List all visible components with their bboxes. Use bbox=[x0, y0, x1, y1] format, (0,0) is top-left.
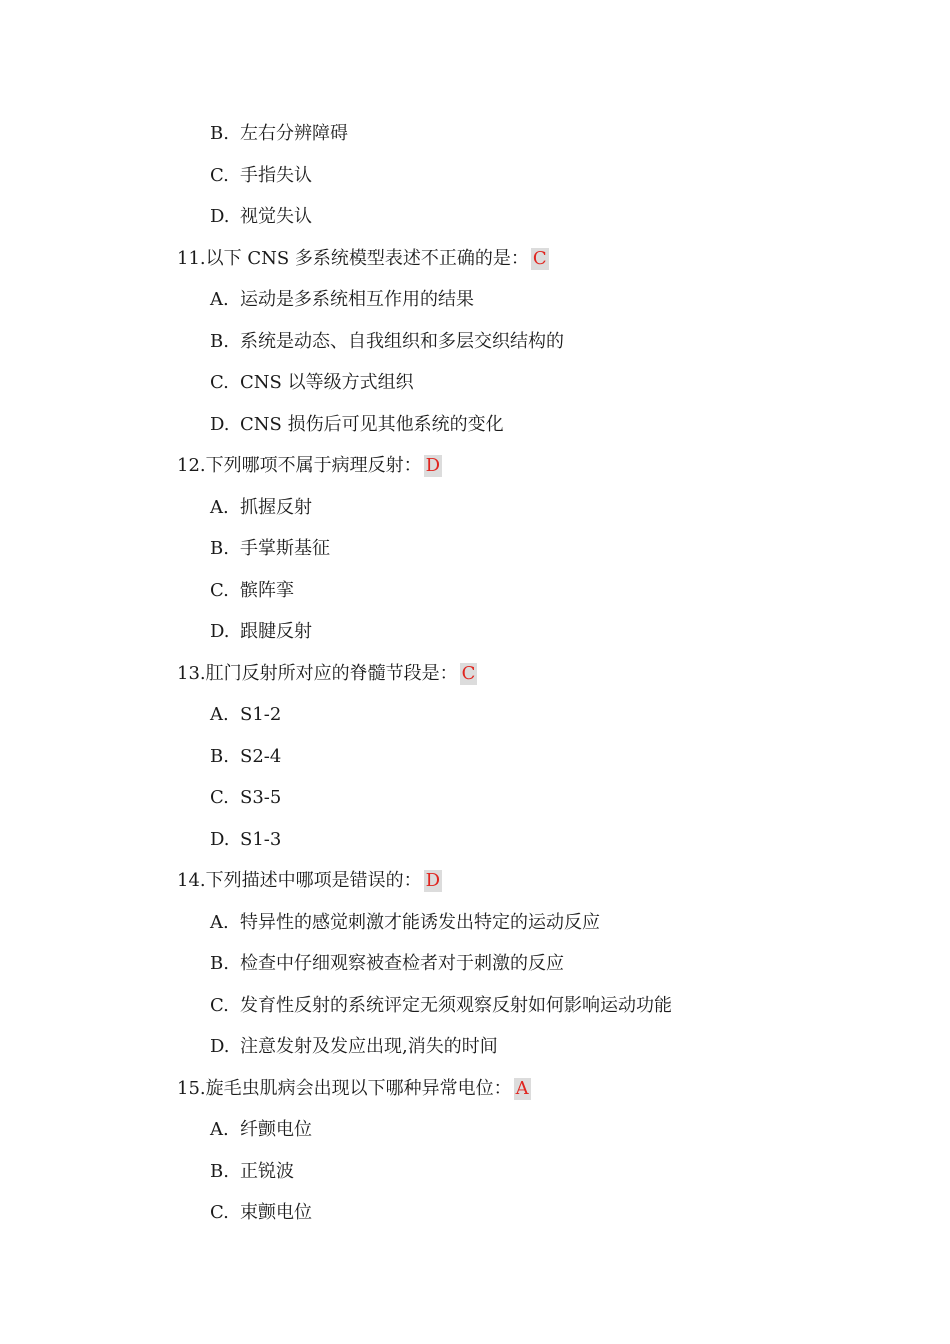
option-line bbox=[210, 404, 504, 446]
option-text: CNS 损伤后可见其他系统的变化 bbox=[240, 414, 504, 435]
option-line bbox=[210, 1026, 498, 1068]
option-letter: C. bbox=[210, 580, 229, 601]
question-text: 11.以下 CNS 多系统模型表述不正确的是： bbox=[177, 248, 529, 269]
option-text: 注意发射及发应出现,消失的时间 bbox=[240, 1036, 498, 1057]
option-letter: D. bbox=[210, 1036, 230, 1057]
question-line bbox=[177, 445, 442, 487]
option-line bbox=[210, 321, 564, 363]
option-line bbox=[210, 196, 312, 238]
option-line bbox=[210, 777, 281, 819]
option-letter: D. bbox=[210, 206, 230, 227]
option-line bbox=[210, 1109, 312, 1151]
option-text: 发育性反射的系统评定无须观察反射如何影响运动功能 bbox=[240, 995, 672, 1016]
option-text: S3-5 bbox=[240, 787, 282, 808]
option-line bbox=[210, 570, 294, 612]
option-line bbox=[210, 943, 564, 985]
option-letter: D. bbox=[210, 829, 230, 850]
answer-marker: D bbox=[425, 870, 441, 891]
question-text: 14.下列描述中哪项是错误的： bbox=[177, 870, 422, 891]
option-letter: A. bbox=[210, 912, 229, 933]
answer-marker: A bbox=[515, 1078, 529, 1099]
option-line bbox=[210, 611, 312, 653]
option-text: S2-4 bbox=[240, 746, 282, 767]
option-line bbox=[210, 155, 312, 197]
option-letter: B. bbox=[210, 1161, 229, 1182]
option-text: 左右分辨障碍 bbox=[240, 123, 348, 144]
option-text: 视觉失认 bbox=[240, 206, 312, 227]
option-line bbox=[210, 819, 281, 861]
option-letter: A. bbox=[210, 497, 229, 518]
option-text: 纤颤电位 bbox=[240, 1119, 312, 1140]
option-line bbox=[210, 985, 672, 1027]
option-line bbox=[210, 279, 474, 321]
option-text: 系统是动态、自我组织和多层交织结构的 bbox=[240, 331, 564, 352]
option-text: 手指失认 bbox=[240, 165, 312, 186]
answer-marker: C bbox=[532, 248, 547, 269]
question-text: 12.下列哪项不属于病理反射： bbox=[177, 455, 422, 476]
option-line bbox=[210, 113, 348, 155]
option-text: 髌阵挛 bbox=[240, 580, 294, 601]
option-letter: D. bbox=[210, 414, 230, 435]
option-letter: D. bbox=[210, 621, 230, 642]
question-line bbox=[177, 238, 549, 280]
option-text: S1-3 bbox=[240, 829, 282, 850]
option-line bbox=[210, 736, 281, 778]
option-letter: B. bbox=[210, 538, 229, 559]
option-text: 检查中仔细观察被查检者对于刺激的反应 bbox=[240, 953, 564, 974]
option-text: 手掌斯基征 bbox=[240, 538, 330, 559]
option-text: 运动是多系统相互作用的结果 bbox=[240, 289, 474, 310]
option-line bbox=[210, 362, 414, 404]
option-letter: C. bbox=[210, 1202, 229, 1223]
option-letter: B. bbox=[210, 953, 229, 974]
answer-marker: D bbox=[425, 455, 441, 476]
answer-marker: C bbox=[461, 663, 476, 684]
option-letter: A. bbox=[210, 289, 229, 310]
option-line bbox=[210, 1151, 294, 1193]
option-text: 特异性的感觉刺激才能诱发出特定的运动反应 bbox=[240, 912, 600, 933]
question-text: 15.旋毛虫肌病会出现以下哪种异常电位： bbox=[177, 1078, 512, 1099]
option-letter: C. bbox=[210, 165, 229, 186]
question-text: 13.肛门反射所对应的脊髓节段是： bbox=[177, 663, 458, 684]
question-line bbox=[177, 1068, 531, 1110]
option-text: S1-2 bbox=[240, 704, 282, 725]
option-line bbox=[210, 694, 281, 736]
option-text: 抓握反射 bbox=[240, 497, 312, 518]
option-text: 跟腱反射 bbox=[240, 621, 312, 642]
option-letter: C. bbox=[210, 372, 229, 393]
question-line bbox=[177, 653, 477, 695]
option-letter: A. bbox=[210, 1119, 229, 1140]
option-letter: B. bbox=[210, 331, 229, 352]
option-text: CNS 以等级方式组织 bbox=[240, 372, 414, 393]
option-letter: C. bbox=[210, 995, 229, 1016]
question-line bbox=[177, 860, 442, 902]
option-line bbox=[210, 902, 600, 944]
option-line bbox=[210, 487, 312, 529]
option-text: 正锐波 bbox=[240, 1161, 294, 1182]
option-line bbox=[210, 1192, 312, 1234]
option-letter: B. bbox=[210, 746, 229, 767]
option-text: 束颤电位 bbox=[240, 1202, 312, 1223]
option-letter: A. bbox=[210, 704, 229, 725]
option-line bbox=[210, 528, 330, 570]
option-letter: B. bbox=[210, 123, 229, 144]
option-letter: C. bbox=[210, 787, 229, 808]
